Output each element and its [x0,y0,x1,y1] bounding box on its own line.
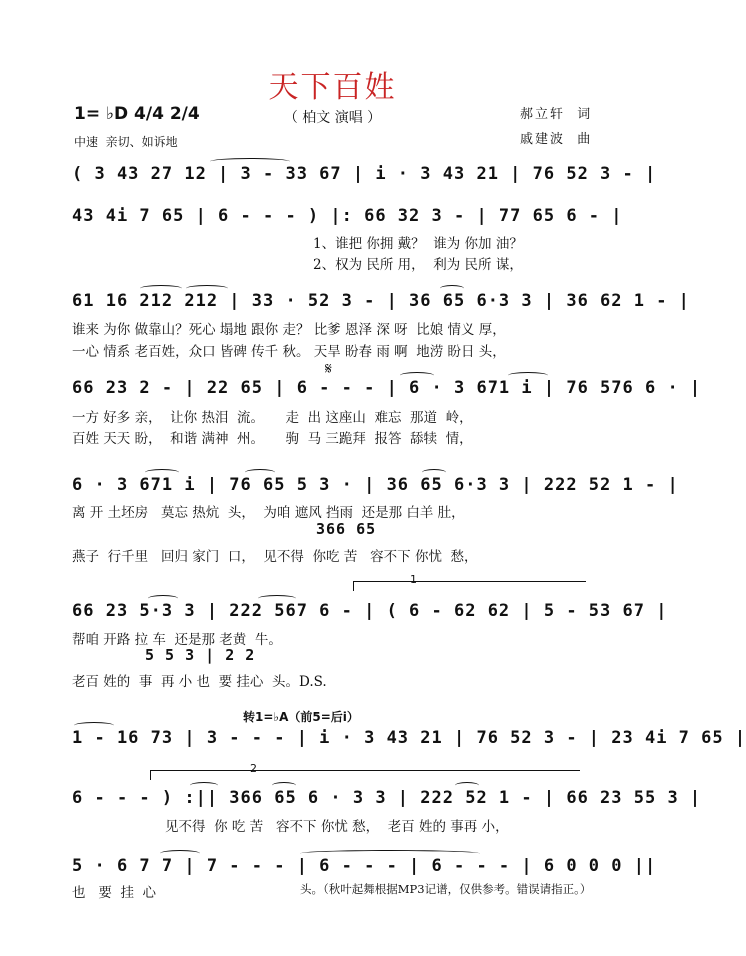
volta-bracket [150,770,151,780]
tie-mark [258,595,296,602]
lyric-line: 百姓 天天 盼， 和谐 满神 州。 驹 马 三跪拜 报答 舔犊 情， [72,431,473,447]
lyric-line: 也 要 挂 心 [72,885,157,901]
lyricist-credit: 郝立轩 词 [520,107,593,122]
lyric-line: 一心 情系 老百姓，众口 皆碑 传千 秋。 天旱 盼春 雨 啊 地涝 盼日 头， [72,344,506,360]
lyric-line: 燕子 行千里 回归 家门 口， 见不得 你吃 苦 容不下 你忧 愁， [72,549,478,565]
score-line: 43 4i 7 65 | 6 - - - ) |: 66 32 3 - | 77 65 6 - | [72,206,623,226]
tie-mark [140,285,182,292]
tie-mark [422,469,446,476]
tie-mark [186,285,228,292]
tie-mark [160,850,200,857]
tie-mark [440,285,464,292]
tie-mark [210,158,290,165]
lyric-line: 一方 好多 亲， 让你 热泪 流。 走 出 这座山 难忘 那道 岭， [72,410,473,426]
volta-bracket [353,581,354,591]
tie-mark [272,782,296,789]
key-signature: 1= ♭D 4/4 2/4 [74,104,200,124]
tie-mark [74,722,114,729]
song-title: 天下百姓 [268,70,397,105]
volta-bracket [150,770,580,771]
alternate-notes: 366 65 [316,520,377,538]
lyric-line: 谁来 为你 做靠山？死心 塌地 跟你 走？ 比爹 恩泽 深 呀 比娘 情义 厚， [72,322,506,338]
footer-note: 头。（秋叶起舞根据MP3记谱，仅供参考。错误请指正。） [300,882,592,896]
tie-mark [190,782,218,789]
lyric-line: 2、权为 民所 用， 利为 民所 谋， [313,257,523,273]
score-line: 61 16 212 212 | 33 · 52 3 - | 36 65 6·3 3 | 36 62 1 - | [72,291,690,311]
lyric-line: 1、谁把 你拥 戴？ 谁为 你加 油？ [313,236,523,252]
lyric-line: 老百 姓的 事 再 小 也 要 挂心 头。D.S. [72,674,327,690]
tie-mark [148,595,178,602]
score-line: ( 3 43 27 12 | 3 - 33 67 | i · 3 43 21 | 76 52 3 - | [72,164,657,184]
lyric-line: 帮咱 开路 拉 车 还是那 老黄 牛。 [72,632,282,648]
tie-mark [508,372,548,379]
lyric-line: 离 开 土坯房 莫忘 热炕 头， 为咱 遮风 挡雨 还是那 白羊 肚， [72,505,465,521]
modulation-marking: 转1=♭A（前5=后i） [243,710,359,724]
tie-mark [400,372,434,379]
tie-mark [455,782,479,789]
segno-icon: 𝄋 [325,359,332,378]
volta-bracket [353,581,586,582]
alternate-notes: 5 5 3 | 2 2 [145,646,256,664]
score-line: 6 - - - ) :|| 366 65 6 · 3 3 | 222 52 1 - | 66 23 55 3 | [72,788,702,808]
composer-credit: 戚建波 曲 [520,132,593,147]
score-line: 5 · 6 7 7 | 7 - - - | 6 - - - | 6 - - - | 6 0 0 0 || [72,856,657,876]
tie-mark [145,469,179,476]
tempo-marking: 中速 亲切、如诉地 [74,135,178,149]
score-line: 6 · 3 671 i | 76 65 5 3 · | 36 65 6·3 3 | 222 52 1 - | [72,475,679,495]
volta-number: 2 [250,762,257,775]
lyric-line: 见不得 你 吃 苦 容不下 你忧 愁， 老百 姓的 事再 小， [165,819,509,835]
score-line: 66 23 2 - | 22 65 | 6 - - - | 6 · 3 671 i | 76 576 6 · | [72,378,702,398]
score-line: 66 23 5·3 3 | 222 567 6 - | ( 6 - 62 62 | 5 - 53 67 | [72,601,668,621]
score-line: 1 - 16 73 | 3 - - - | i · 3 43 21 | 76 52 3 - | 23 4i 7 65 | [72,728,746,748]
tie-mark [245,469,275,476]
volta-number: 1 [410,573,417,586]
singer-credit: （ 柏文 演唱 ） [283,110,382,126]
tie-mark [300,850,480,857]
